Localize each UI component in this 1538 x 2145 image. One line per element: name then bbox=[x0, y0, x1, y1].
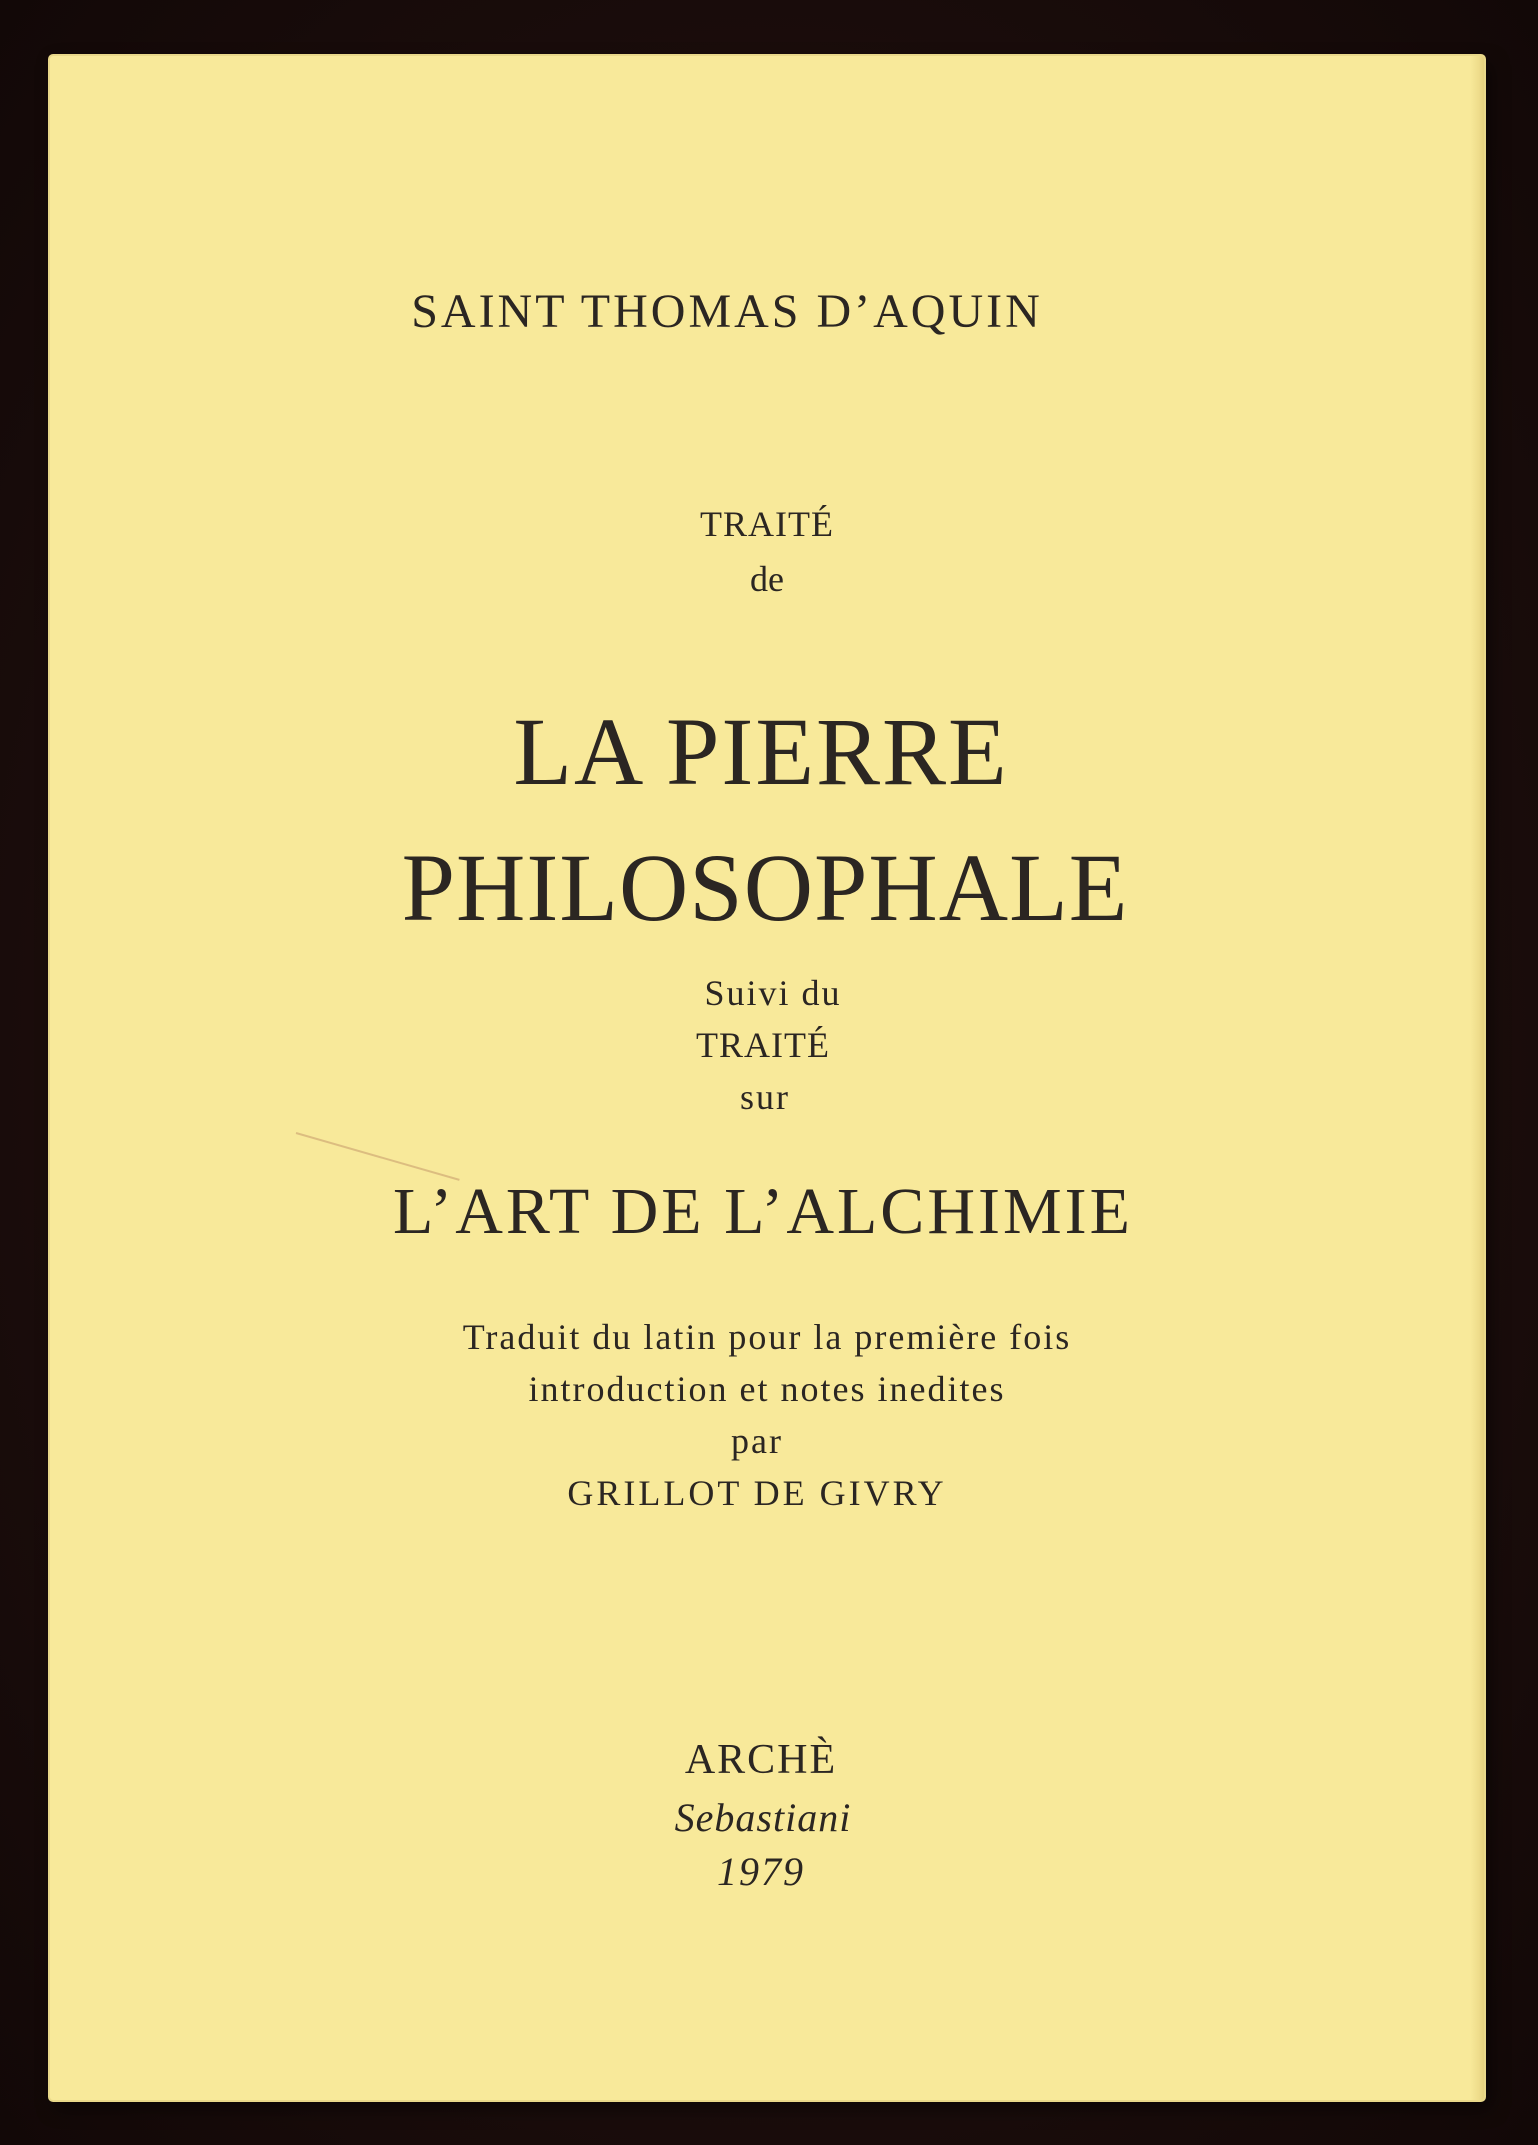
translator-name: GRILLOT DE GIVRY bbox=[567, 1473, 947, 1513]
publication-year: 1979 bbox=[717, 1849, 805, 1894]
translation-note: Traduit du latin pour la première fois bbox=[462, 1317, 1072, 1357]
de-word: de bbox=[750, 559, 784, 599]
publisher-imprint: Sebastiani bbox=[674, 1795, 852, 1840]
main-title-line-1: LA PIERRE bbox=[513, 698, 1009, 805]
traite-heading-1: TRAITÉ bbox=[700, 504, 834, 544]
second-title: L’ART DE L’ALCHIMIE bbox=[393, 1175, 1133, 1248]
traite-heading-2: TRAITÉ bbox=[696, 1025, 830, 1065]
introduction-note: introduction et notes inedites bbox=[528, 1369, 1006, 1409]
book-cover bbox=[50, 56, 1484, 2100]
author-name: SAINT THOMAS D’AQUIN bbox=[411, 285, 1043, 338]
sur-word: sur bbox=[740, 1077, 790, 1117]
publisher-name: ARCHÈ bbox=[684, 1737, 838, 1783]
main-title-line-2: PHILOSOPHALE bbox=[401, 834, 1129, 941]
suivi-du-text: Suivi du bbox=[704, 973, 842, 1013]
par-word: par bbox=[731, 1421, 783, 1461]
